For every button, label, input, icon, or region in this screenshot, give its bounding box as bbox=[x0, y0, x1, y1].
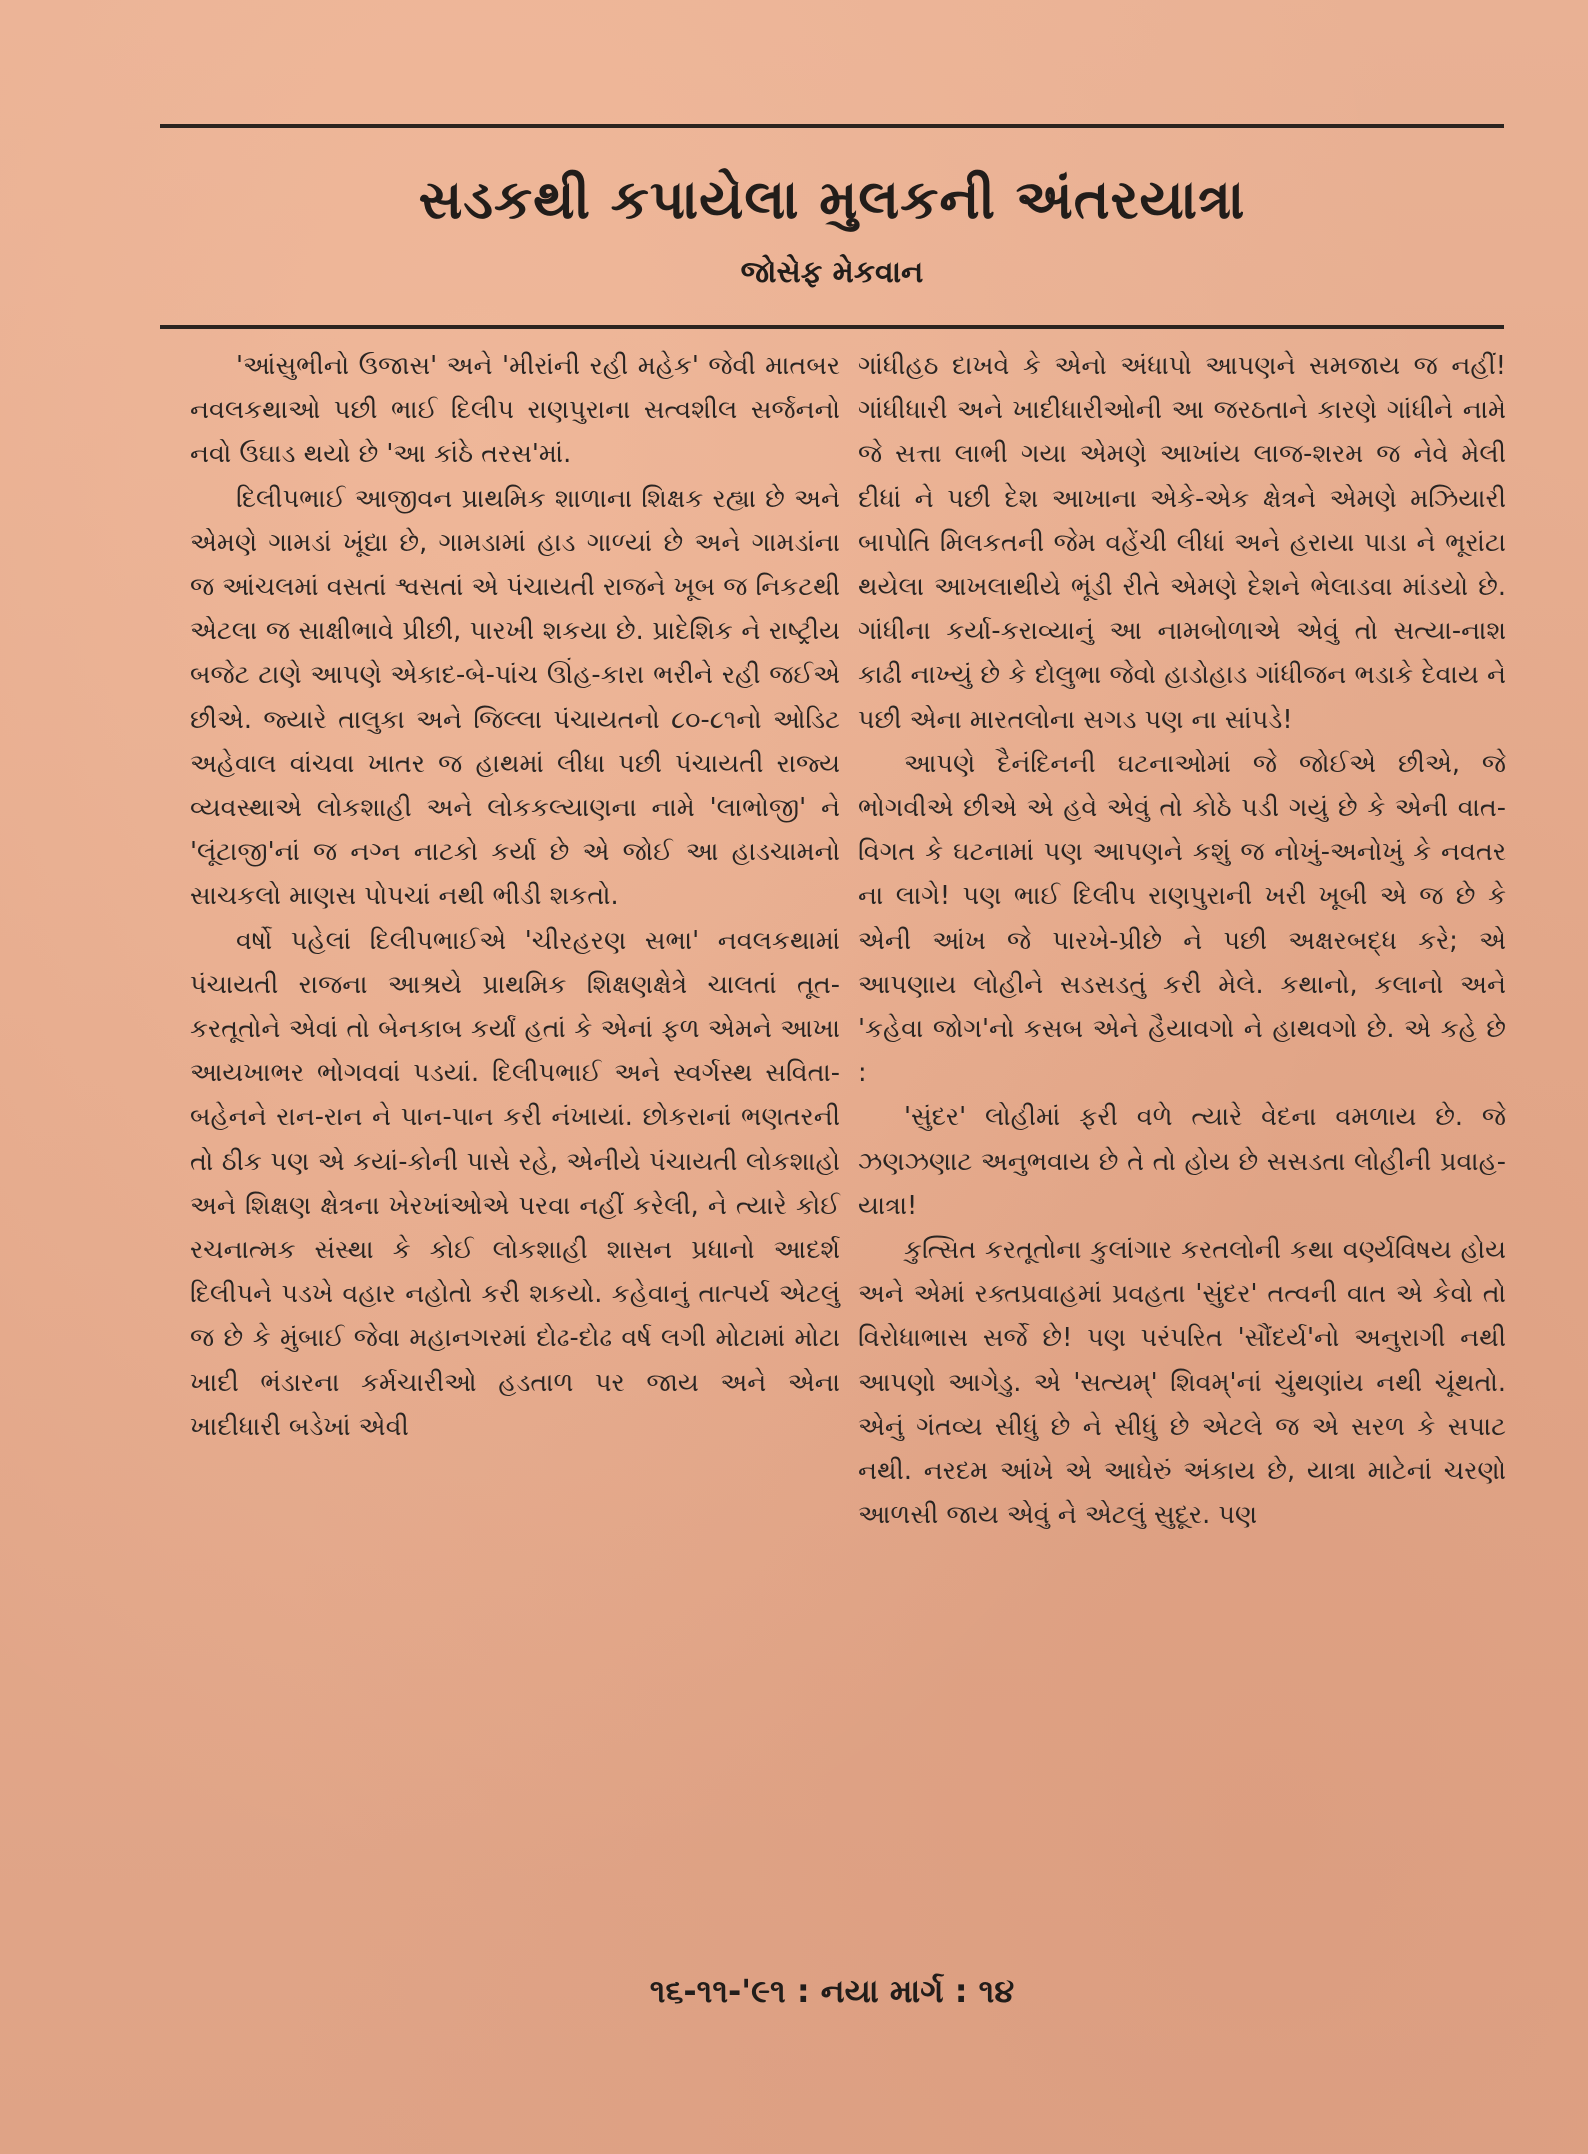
top-rule bbox=[160, 124, 1504, 128]
paragraph: 'આંસુભીનો ઉજાસ' અને 'મીરાંની રહી મહેક' જેવી માતબર નવલકથાઓ પછી ભાઈ દિલીપ રાણપુરાના સત્વશીલ સર્જનનો નવો ઉઘાડ થયો છે 'આ કાંઠે તરસ'માં. bbox=[190, 351, 840, 470]
paragraph: આપણે દૈનંદિનની ઘટનાઓમાં જે જોઈએ છીએ, જે ભોગવીએ છીએ એ હવે એવું તો કોઠે પડી ગયું છે કે એની વાત-વિગત કે ઘટનામાં પણ આપણને કશું જ નોખું-અનોખું કે નવતર ના લાગે! પણ ભાઈ દિલીપ રાણપુરાની ખરી ખૂબી એ જ છે કે એની આંખ જે પારખે-પ્રીછે ને પછી અક્ષરબદ્ધ કરે; એ આપણાય લોહીને સડસડતું કરી મેલે. કથાનો, કલાનો અને 'કહેવા જોગ'નો કસબ એને હૈયાવગો ને હાથવગો છે. એ કહે છે : bbox=[858, 748, 1506, 1089]
article-author: જોસેફ મેકવાન bbox=[740, 255, 924, 290]
header-rule bbox=[160, 325, 1504, 329]
right-column bbox=[858, 344, 1506, 1537]
left-column bbox=[190, 344, 840, 1449]
quote-paragraph: 'સુંદર' લોહીમાં ફરી વળે ત્યારે વેદના વમળાય છે. જે ઝણઝણાટ અનુભવાય છે તે તો હોય છે સસડતા લોહીની પ્રવાહ-યાત્રા! bbox=[858, 1102, 1506, 1221]
page-footer: ૧૬-૧૧-'૯૧ : નયા માર્ગ : ૧૪ bbox=[649, 1972, 1015, 2010]
paragraph: દિલીપભાઈ આજીવન પ્રાથમિક શાળાના શિક્ષક રહ્યા છે અને એમણે ગામડાં ખૂંદ્યા છે, ગામડામાં હાડ ગાળ્યાં છે અને ગામડાંના જ આંચલમાં વસતાં શ્વસતાં એ પંચાયતી રાજને ખૂબ જ નિકટથી એટલા જ સાક્ષીભાવે પ્રીછી, પારખી શકયા છે. પ્રાદેશિક ને રાષ્ટ્રીય બજેટ ટાણે આપણે એકાદ-બે-પાંચ ઊંહ-કારા ભરીને રહી જઈએ છીએ. જ્યારે તાલુકા અને જિલ્લા પંચાયતનો ૮૦-૮૧નો ઓડિટ અહેવાલ વાંચવા ખાતર જ હાથમાં લીધા પછી પંચાયતી રાજ્ય વ્યવસ્થાએ લોકશાહી અને લોકકલ્યાણના નામે 'લાભોજી' ને 'લૂંટાજી'નાં જ નગ્ન નાટકો કર્યા છે એ જોઈ આ હાડચામનો સાચકલો માણસ પોપચાં નથી ભીડી શકતો. bbox=[190, 483, 840, 912]
paragraph: કુત્સિત કરતૂતોના કુલાંગાર કરતલોની કથા વર્ણ્યવિષય હોય અને એમાં રક્તપ્રવાહમાં પ્રવહતા 'સુંદર' તત્વની વાત એ કેવો તો વિરોધાભાસ સર્જે છે! પણ પરંપરિત 'સૌંદર્ય'નો અનુરાગી નથી આપણો આગેડુ. એ 'સત્યમ્' શિવમ્'નાં ચુંથણાંય નથી ચૂંથતો. એનું ગંતવ્ય સીધું છે ને સીધું છે એટલે જ એ સરળ કે સપાટ નથી. નરદમ આંખે એ આઘેરું અંકાય છે, યાત્રા માટેનાં ચરણો આળસી જાય એવું ને એટલું સુદૂર. પણ bbox=[858, 1235, 1506, 1531]
paragraph: વર્ષો પહેલાં દિલીપભાઈએ 'ચીરહરણ સભા' નવલકથામાં પંચાયતી રાજના આશ્રયે પ્રાથમિક શિક્ષણક્ષેત્રે ચાલતાં તૂત-કરતૂતોને એવાં તો બેનકાબ કર્યાં હતાં કે એનાં ફળ એમને આખા આયખાભર ભોગવવાં પડયાં. દિલીપભાઈ અને સ્વર્ગસ્થ સવિતા-બહેનને રાન-રાન ને પાન-પાન કરી નંખાયાં. છોકરાનાં ભણતરની તો ઠીક પણ એ કયાં-કોની પાસે રહે, એનીયે પંચાયતી લોકશાહો અને શિક્ષણ ક્ષેત્રના ખેરખાંઓએ પરવા નહીં કરેલી, ને ત્યારે કોઈ રચનાત્મક સંસ્થા કે કોઈ લોકશાહી શાસન પ્રધાનો આદર્શ દિલીપને પડખે વહાર નહોતો કરી શકયો. કહેવાનું તાત્પર્ય એટલું જ છે કે મુંબાઈ જેવા મહાનગરમાં દોઢ-દોઢ વર્ષ લગી મોટામાં મોટા ખાદી ભંડારના કર્મચારીઓ હડતાળ પર જાય અને એના ખાદીધારી બડેખાં એવી bbox=[190, 925, 840, 1442]
article-title: સડકથી કપાયેલા મુલકની અંતરયાત્રા bbox=[418, 168, 1246, 231]
paragraph: ગાંધીહઠ દાખવે કે એનો અંધાપો આપણને સમજાય જ નહીં! ગાંધીધારી અને ખાદીધારીઓની આ જરઠતાને કારણે ગાંધીને નામે જે સત્તા લાભી ગયા એમણે આખાંય લાજ-શરમ જ નેવે મેલી દીધાં ને પછી દેશ આખાના એકે-એક ક્ષેત્રને એમણે મઝિયારી બાપોતિ મિલકતની જેમ વહેંચી લીધાં અને હરાયા પાડા ને ભૂરાંટા થયેલા આખલાથીયે ભૂંડી રીતે એમણે દેશને ભેલાડવા માંડયો છે. ગાંધીના કર્યા-કરાવ્યાનું આ નામબોળાએ એવું તો સત્યા-નાશ કાઢી નાખ્યું છે કે દોલુભા જેવો હાડોહાડ ગાંધીજન ભડાકે દેવાય ને પછી એના મારતલોના સગડ પણ ના સાંપડે! bbox=[858, 351, 1506, 735]
